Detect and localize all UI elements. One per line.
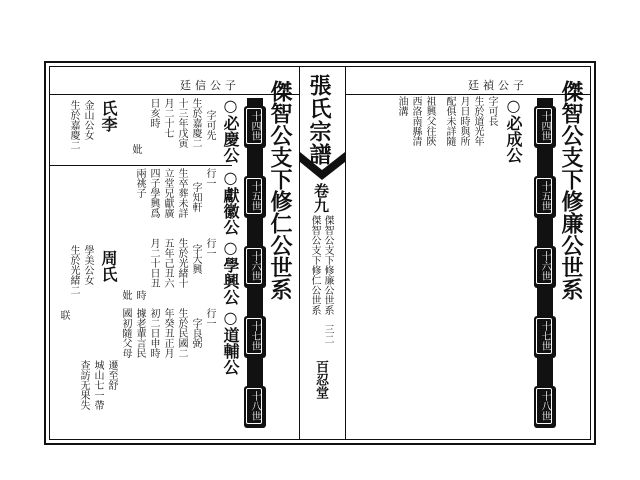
right-info-line: 月日時與所 — [458, 96, 469, 146]
info-line: 國初隨父母 — [120, 308, 131, 358]
info-line: 月二十七 — [162, 98, 173, 138]
left-header-rule — [50, 94, 299, 95]
spine-section-a: 傑智公支下修廉公世系 — [322, 215, 333, 315]
right-info-line: 生於道光年 — [472, 96, 483, 146]
gen-label: 十四世 — [536, 108, 552, 144]
spine-hall-name: 百忍堂 — [313, 360, 328, 399]
lineage-name: ○道輔公 — [221, 308, 240, 375]
gen-label: 十七世 — [536, 318, 552, 354]
lineage-name: ○獻徽公 — [221, 168, 240, 235]
spine-section-b: 傑智公支下修仁公世系 — [309, 215, 320, 315]
info-line: 日亥時 — [148, 98, 159, 128]
info-line: 五年己丑六 — [162, 238, 173, 288]
right-header-rule — [346, 94, 590, 95]
info-line: 據老輩言民 — [134, 308, 145, 358]
info-line: 月二十日丑 — [148, 238, 159, 288]
right-page-title: 傑智公支下修廉公世系 — [558, 80, 584, 300]
right-info-line: 字可長 — [486, 96, 497, 126]
spine-page-number: 三二 — [322, 324, 333, 344]
info-line: 生於民國二 — [176, 308, 187, 358]
spouse-info: 金山公女 — [82, 100, 93, 140]
info-line: 字知軒 — [190, 182, 201, 212]
note-line: 查訪无果失 — [78, 360, 89, 410]
info-line: 立堂兄獻廣 — [162, 168, 173, 218]
spine-volume: 卷九 — [312, 183, 330, 213]
spine-title: 張氏宗譜 — [306, 74, 332, 166]
left-header: 廷信公子 — [180, 79, 240, 92]
note-line: 遷至舒 — [106, 360, 117, 390]
note-line: 城山七一帶 — [92, 360, 103, 410]
right-info-line: 西洛南縣清 — [410, 96, 421, 146]
info-line: 兩祧子 — [134, 168, 145, 198]
gen-label: 十八世 — [536, 388, 552, 424]
info-line: 生卒葬未詳 — [176, 168, 187, 218]
info-line: 生於光緒十 — [176, 238, 187, 288]
left-generation-bar — [247, 98, 263, 420]
gen-label: 十五世 — [246, 178, 262, 214]
info-line: 字可先 — [204, 110, 215, 140]
gen-label: 十六世 — [246, 248, 262, 284]
info-line: 妣 — [130, 144, 141, 154]
gen-label: 十五世 — [536, 178, 552, 214]
spouse-name: 氏李 — [99, 100, 118, 132]
right-generation-bar — [537, 98, 553, 420]
spouse-info: 學美公女 — [82, 245, 93, 285]
info-line: 妣 — [120, 290, 131, 300]
left-page-title: 傑智公支下修仁公世系 — [267, 80, 293, 300]
gen-label: 十四世 — [246, 108, 262, 144]
spine-divider-left — [299, 66, 300, 440]
info-line: 行一 — [204, 238, 215, 258]
info-line: 行一 — [204, 308, 215, 328]
note-line: 联 — [58, 310, 69, 320]
gen-label: 十六世 — [536, 248, 552, 284]
lineage-name: ○必慶公 — [221, 96, 240, 163]
right-info-line: 油溝 — [396, 96, 407, 116]
info-line: 字大興 — [190, 244, 201, 274]
gen-label: 十八世 — [246, 388, 262, 424]
right-info-line: 祖興父往陝 — [424, 96, 435, 146]
lineage-name: ○學興公 — [221, 238, 240, 305]
info-line: 四子學興爲 — [148, 168, 159, 218]
right-lineage-name: ○必成公 — [504, 96, 523, 163]
info-line: 字良弼 — [190, 318, 201, 348]
info-line: 年癸丑正月 — [162, 308, 173, 358]
info-line: 十三年戊寅 — [176, 98, 187, 148]
spouse-info: 生於光緒二 — [68, 245, 79, 295]
spine-divider-right — [345, 66, 346, 440]
spouse-info: 生於嘉慶二 — [68, 100, 79, 150]
info-line: 生於嘉慶二 — [190, 98, 201, 148]
spouse-name: 周氏 — [99, 250, 118, 282]
right-header: 廷禎公子 — [468, 79, 528, 92]
spine-chevron-icon — [300, 152, 345, 182]
right-info-line: 配俱未詳隨 — [444, 96, 455, 146]
info-line: 時 — [134, 290, 145, 300]
info-line: 行一 — [204, 168, 215, 188]
info-line: 初二日申時 — [148, 308, 159, 358]
gen-label: 十七世 — [246, 318, 262, 354]
left-spouse-rule — [50, 165, 232, 166]
